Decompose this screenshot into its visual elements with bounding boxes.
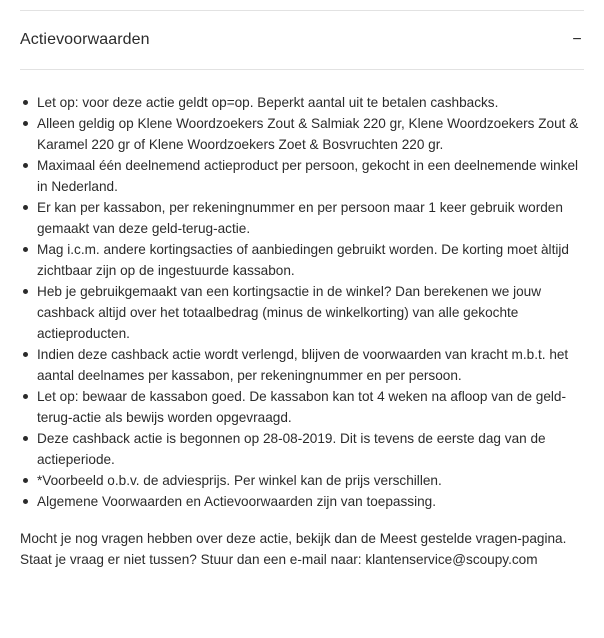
contact-text: Mocht je nog vragen hebben over deze actie, bekijk dan de Meest gestelde vragen-pagina. Staat je vraag er niet tussen? Stuur dan een e-mail naar: klantenservice@scoupy.com: [20, 531, 567, 567]
list-item: *Voorbeeld o.b.v. de adviesprijs. Per winkel kan de prijs verschillen.: [20, 470, 584, 491]
list-item: Let op: bewaar de kassabon goed. De kassabon kan tot 4 weken na afloop van de geld-terug-actie als bewijs worden opgevraagd.: [20, 386, 584, 428]
list-item: Heb je gebruikgemaakt van een kortingsactie in de winkel? Dan berekenen we jouw cashback altijd over het totaalbedrag (minus de winkelkorting) van alle gekochte actieproducten.: [20, 281, 584, 344]
list-item: Er kan per kassabon, per rekeningnummer en per persoon maar 1 keer gebruik worden gemaakt van deze geld-terug-actie.: [20, 197, 584, 239]
list-item: Let op: voor deze actie geldt op=op. Beperkt aantal uit te betalen cashbacks.: [20, 92, 584, 113]
section-title: Actievoorwaarden: [20, 31, 150, 48]
list-item: Alleen geldig op Klene Woordzoekers Zout & Salmiak 220 gr, Klene Woordzoekers Zout & Karamel 220 gr of Klene Woordzoekers Zoet & Bosvruchten 220 gr.: [20, 113, 584, 155]
list-item: Deze cashback actie is begonnen op 28-08-2019. Dit is tevens de eerste dag van de actieperiode.: [20, 428, 584, 470]
list-item: Algemene Voorwaarden en Actievoorwaarden zijn van toepassing.: [20, 491, 584, 512]
header-divider: [20, 69, 584, 70]
actievoorwaarden-section: [20, 0, 584, 584]
list-item: Maximaal één deelnemend actieproduct per persoon, gekocht in een deelnemende winkel in Nederland.: [20, 155, 584, 197]
accordion-header[interactable]: [20, 11, 584, 69]
terms-list: [20, 92, 584, 512]
list-item: Mag i.c.m. andere kortingsacties of aanbiedingen gebruikt worden. De korting moet àltijd zichtbaar zijn op de ingestuurde kassabon.: [20, 239, 584, 281]
minus-icon[interactable]: −: [572, 31, 582, 48]
list-item: Indien deze cashback actie wordt verlengd, blijven de voorwaarden van kracht m.b.t. het aantal deelnames per kassabon, per rekeningnummer en per persoon.: [20, 344, 584, 386]
